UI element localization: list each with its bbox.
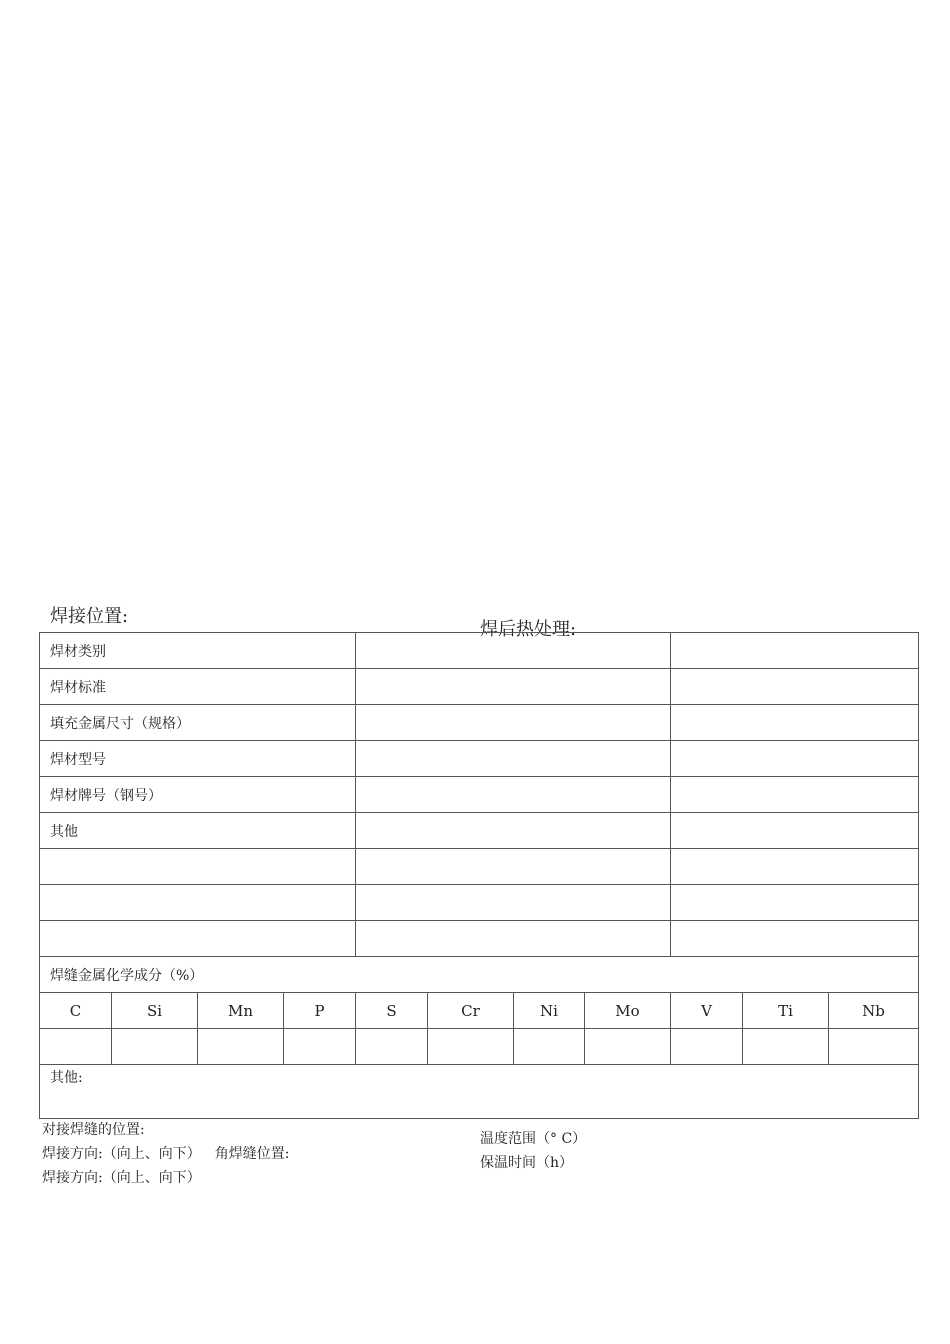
filler-metal-table xyxy=(39,632,919,1119)
table-row xyxy=(40,921,919,957)
value-mn[interactable] xyxy=(198,1029,284,1065)
element-value-row xyxy=(40,1029,919,1065)
element-mo: Mo xyxy=(585,993,671,1029)
element-p: P xyxy=(284,993,356,1029)
filler-category-value-1[interactable] xyxy=(356,633,671,669)
row-label-filler-brand: 焊材牌号（钢号） xyxy=(40,777,356,813)
element-si: Si xyxy=(112,993,198,1029)
element-cr: Cr xyxy=(428,993,514,1029)
value-v[interactable] xyxy=(671,1029,743,1065)
blank-cell[interactable] xyxy=(40,849,356,885)
value-nb[interactable] xyxy=(829,1029,919,1065)
table-row xyxy=(40,741,919,777)
table-row xyxy=(40,669,919,705)
value-p[interactable] xyxy=(284,1029,356,1065)
element-nb: Nb xyxy=(829,993,919,1029)
row-label-other: 其他 xyxy=(40,813,356,849)
element-ni: Ni xyxy=(514,993,585,1029)
other-label: 其他: xyxy=(50,1070,83,1086)
fillet-weld-position-label: 角焊缝位置: xyxy=(214,1146,290,1162)
filler-standard-value-1[interactable] xyxy=(356,669,671,705)
filler-category-value-2[interactable] xyxy=(671,633,919,669)
value-si[interactable] xyxy=(112,1029,198,1065)
filler-brand-value-1[interactable] xyxy=(356,777,671,813)
filler-size-value-2[interactable] xyxy=(671,705,919,741)
weld-direction-line xyxy=(42,1142,289,1166)
other-field[interactable] xyxy=(40,1065,919,1119)
weld-direction-label: 焊接方向:（向上、向下） xyxy=(42,1146,201,1162)
value-cr[interactable] xyxy=(428,1029,514,1065)
element-header-row xyxy=(40,993,919,1029)
filler-size-value-1[interactable] xyxy=(356,705,671,741)
filler-brand-value-2[interactable] xyxy=(671,777,919,813)
blank-cell[interactable] xyxy=(671,921,919,957)
weld-direction-label-2: 焊接方向:（向上、向下） xyxy=(42,1170,201,1186)
other-row xyxy=(40,1065,919,1119)
blank-cell[interactable] xyxy=(356,885,671,921)
row-label-filler-size: 填充金属尺寸（规格） xyxy=(40,705,356,741)
value-mo[interactable] xyxy=(585,1029,671,1065)
other-value-2[interactable] xyxy=(671,813,919,849)
butt-weld-position-label: 对接焊缝的位置: xyxy=(42,1122,145,1138)
row-label-filler-standard: 焊材标准 xyxy=(40,669,356,705)
blank-cell[interactable] xyxy=(40,885,356,921)
blank-cell[interactable] xyxy=(356,849,671,885)
filler-standard-value-2[interactable] xyxy=(671,669,919,705)
blank-cell[interactable] xyxy=(671,849,919,885)
temperature-range-label: 温度范围（° C） xyxy=(480,1131,587,1147)
footer-right xyxy=(480,1127,586,1175)
element-c: C xyxy=(40,993,112,1029)
weld-position-heading: 焊接位置: xyxy=(50,606,129,627)
blank-cell[interactable] xyxy=(356,921,671,957)
filler-type-value-1[interactable] xyxy=(356,741,671,777)
element-ti: Ti xyxy=(743,993,829,1029)
blank-cell[interactable] xyxy=(671,885,919,921)
element-mn: Mn xyxy=(198,993,284,1029)
table-row xyxy=(40,813,919,849)
composition-title: 焊缝金属化学成分（%） xyxy=(40,957,919,993)
row-label-filler-category: 焊材类别 xyxy=(40,633,356,669)
other-value-1[interactable] xyxy=(356,813,671,849)
table-row xyxy=(40,705,919,741)
element-s: S xyxy=(356,993,428,1029)
composition-title-row xyxy=(40,957,919,993)
table-row xyxy=(40,777,919,813)
holding-time-label: 保温时间（h） xyxy=(480,1155,574,1171)
blank-cell[interactable] xyxy=(40,921,356,957)
element-v: V xyxy=(671,993,743,1029)
value-c[interactable] xyxy=(40,1029,112,1065)
filler-type-value-2[interactable] xyxy=(671,741,919,777)
table-row xyxy=(40,885,919,921)
row-label-filler-type: 焊材型号 xyxy=(40,741,356,777)
value-ni[interactable] xyxy=(514,1029,585,1065)
footer-left xyxy=(42,1118,289,1190)
value-s[interactable] xyxy=(356,1029,428,1065)
pwht-heading: 焊后热处理: xyxy=(480,619,577,640)
value-ti[interactable] xyxy=(743,1029,829,1065)
table-row xyxy=(40,849,919,885)
table-row xyxy=(40,633,919,669)
